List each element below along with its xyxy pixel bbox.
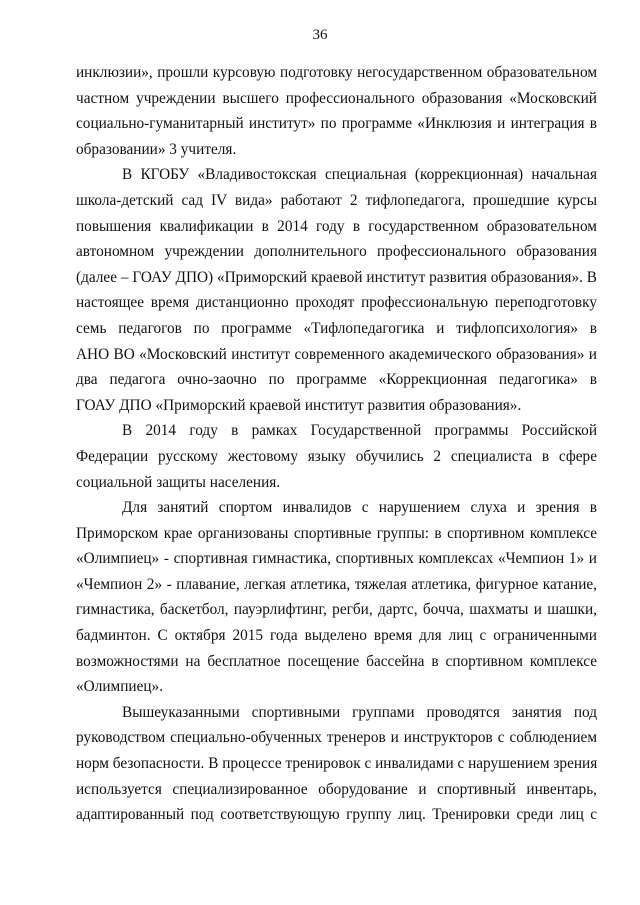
text-line: В КГОБУ «Владивостокская специальная (коррекционная) начальная	[122, 166, 597, 184]
paragraph-3	[76, 418, 597, 495]
text-line: «Олимпиец» - спортивная гимнастика, спортивных комплексах «Чемпион 1» и	[76, 550, 597, 568]
text-line: норм безопасности. В процессе тренировок с инвалидами с нарушением зрения	[76, 755, 598, 773]
text-line: бадминтон. С октября 2015 года выделено время для лиц с ограниченными	[76, 627, 597, 645]
text-line: инклюзии», прошли курсовую подготовку негосударственном образовательном	[76, 64, 597, 81]
paragraph-1	[76, 60, 597, 162]
paragraph-4	[76, 495, 597, 700]
page-number: 36	[312, 27, 328, 43]
text-line: школа-детский сад IV вида» работают 2 тифлопедагога, прошедшие курсы	[76, 191, 597, 209]
text-line: руководством специально-обученных тренеров и инструкторов с соблюдением	[76, 729, 597, 747]
text-line: семь педагогов по программе «Тифлопедагогика и тифлопсихология» в	[76, 319, 597, 337]
text-line: Для занятий спортом инвалидов с нарушением слуха и зрения в	[122, 499, 597, 517]
text-line: социально-гуманитарный институт» по программе «Инклюзия и интеграция в	[76, 115, 597, 133]
text-line: автономном учреждении дополнительного профессионального образования	[76, 243, 597, 261]
text-line: гимнастика, баскетбол, пауэрлифтинг, регби, дартс, бочча, шахматы и шашки,	[76, 601, 597, 619]
text-line: возможностями на бесплатное посещение бассейна в спортивном комплексе	[76, 652, 597, 670]
document-body	[76, 60, 597, 828]
text-line: Вышеуказанными спортивными группами проводятся занятия под	[122, 703, 597, 721]
text-line: частном учреждении высшего профессионального образования «Московский	[76, 89, 597, 107]
text-line: Федерации русскому жестовому языку обучились 2 специалиста в сфере	[76, 447, 597, 465]
text-line: АНО ВО «Московский институт современного академического образования» и	[76, 345, 597, 363]
text-line: образовании» 3 учителя.	[76, 140, 237, 158]
text-line: настоящее время дистанционно проходят профессиональную переподготовку	[76, 294, 597, 312]
text-line: социальной защиты населения.	[76, 473, 281, 491]
paragraph-5	[76, 700, 597, 828]
text-line: Приморском крае организованы спортивные группы: в спортивном комплексе	[76, 524, 597, 542]
text-line: используется специализированное оборудование и спортивный инвентарь,	[76, 780, 597, 798]
text-line: повышения квалификации в 2014 году в государственном образовательном	[76, 217, 597, 235]
text-line: два педагога очно-заочно по программе «Коррекционная педагогика» в	[76, 371, 597, 389]
text-line: В 2014 году в рамках Государственной программы Российской	[122, 422, 597, 440]
paragraph-2	[76, 162, 597, 418]
text-line: «Чемпион 2» - плавание, легкая атлетика, тяжелая атлетика, фигурное катание,	[76, 575, 597, 593]
text-line: (далее – ГОАУ ДПО) «Приморский краевой институт развития образования». В	[76, 268, 597, 286]
text-line: «Олимпиец».	[76, 678, 164, 696]
text-line: адаптированный под соответствующую группу лиц. Тренировки среди лиц с	[76, 806, 597, 824]
text-line: ГОАУ ДПО «Приморский краевой институт развития образования».	[76, 396, 522, 414]
